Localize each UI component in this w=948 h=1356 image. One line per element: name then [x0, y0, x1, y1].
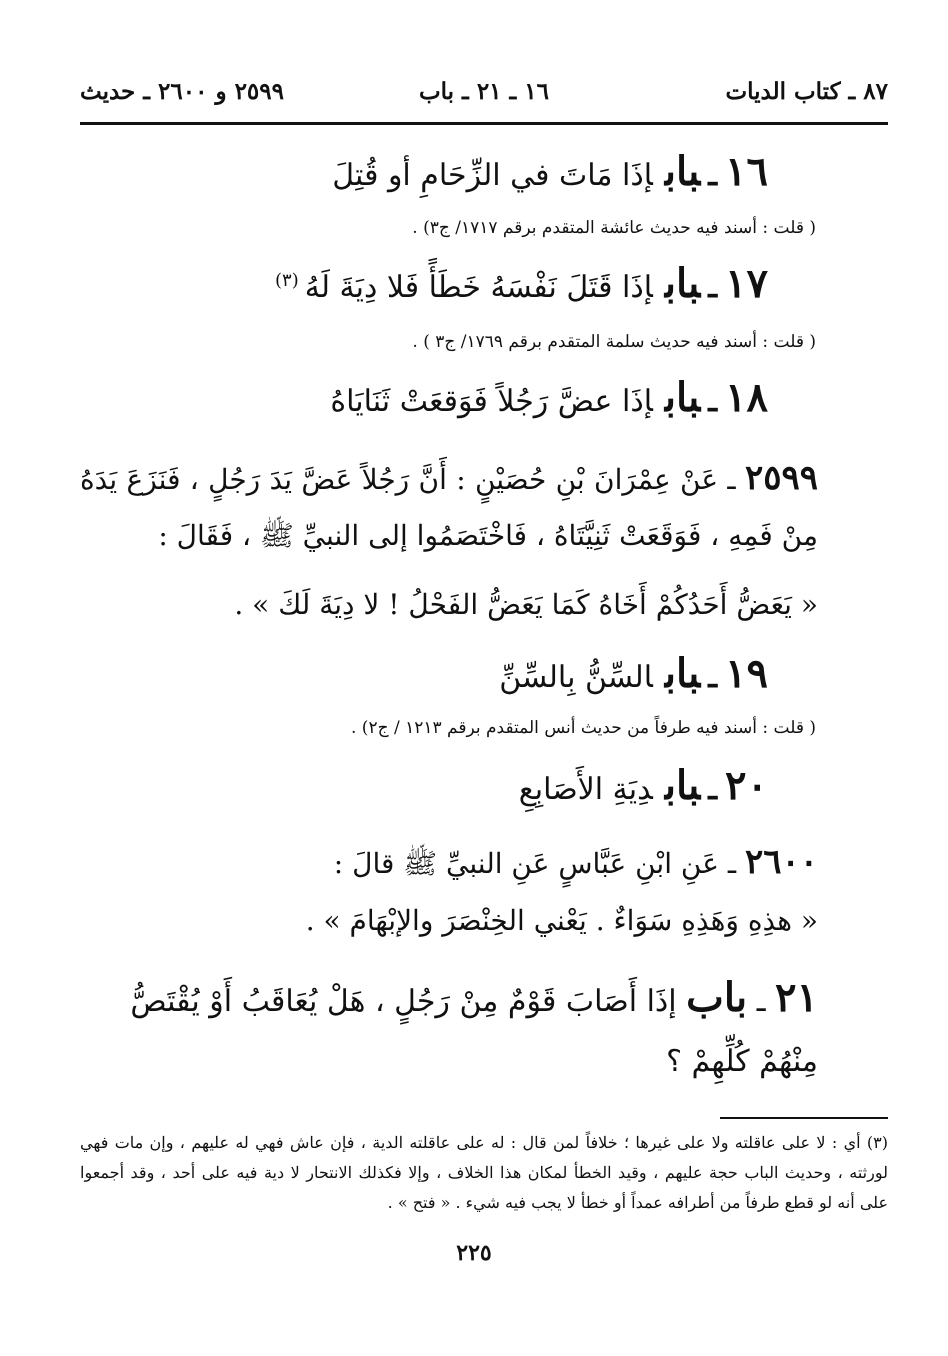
hadith-2600-quote: « هذِهِ وَهَذِهِ سَوَاءٌ . يَعْني الخِنْصَرَ والإبْهَامَ » . [305, 904, 818, 937]
chapter-bab-label: باب [664, 650, 701, 697]
chapter-number: ١٦ [725, 148, 768, 195]
header-hadith-range: ٢٥٩٩ و ٢٦٠٠ ـ حديث [80, 78, 284, 105]
chapter-bab-label: باب [664, 148, 701, 195]
chapter-title: إذَا قَتَلَ نَفْسَهُ خَطَأً فَلا دِيَةَ لَهُ [304, 270, 653, 305]
footnote-rule [720, 1117, 888, 1119]
chapter-bab-label: باب [664, 762, 701, 809]
chapter-number: ١٧ [725, 260, 768, 307]
chapter-18-heading [330, 374, 768, 421]
chapter-dash: ـ [708, 772, 718, 807]
header-book-title: ٨٧ ـ كتاب الديات [725, 78, 888, 105]
chapter-number: ٢١ [775, 974, 818, 1021]
chapter-19-heading [499, 650, 768, 697]
chapter-title: دِيَةِ الأَصَابِعِ [518, 772, 653, 807]
hadith-2599 [80, 450, 818, 564]
chapter-16-note: ( قلت : أسند فيه حديث عائشة المتقدم برقم ١٧١٧/ ج٣) . [412, 218, 816, 238]
hadith-text: ـ عَنْ عِمْرَانَ بْنِ حُصَيْنٍ : أَنَّ رَجُلاً عَضَّ يَدَ رَجُلٍ ، فَنَزَعَ يَدَهُ مِنْ فَمِهِ ، فَوَقَعَتْ ثَنِيَّتَاهُ ، فَاخْتَصَمُوا إلى النبيِّ ﷺ ، فَقَالَ : [80, 463, 818, 552]
chapter-bab-label: باب [686, 974, 748, 1021]
chapter-title: إذَا أَصَابَ قَوْمٌ مِنْ رَجُلٍ ، هَلْ يُعَاقَبُ أَوْ يُقْتَصُّ مِنْهُمْ كُلِّهِمْ ؟ [130, 984, 818, 1079]
hadith-number: ٢٦٠٠ [744, 842, 818, 882]
hadith-2600 [80, 834, 818, 892]
hadith-2599-quote: « يَعَضُّ أَحَدُكُمْ أَخَاهُ كَمَا يَعَضُّ الفَحْلُ ! لا دِيَةَ لَكَ » . [234, 588, 818, 621]
footnote-reference: (٣) [275, 270, 299, 291]
chapter-number: ١٩ [725, 650, 768, 697]
chapter-dash: ـ [708, 158, 718, 193]
chapter-20-heading [519, 762, 768, 809]
chapter-bab-label: باب [664, 374, 701, 421]
header-rule [80, 122, 888, 125]
chapter-number: ١٨ [725, 374, 768, 421]
chapter-title: إذَا عضَّ رَجُلاً فَوَقعَتْ ثَنَايَاهُ [330, 384, 653, 419]
hadith-text: ـ عَنِ ابْنِ عَبَّاسٍ عَنِ النبيِّ ﷺ قالَ : [333, 847, 737, 880]
footnote: (٣) أي : لا على عاقلته ولا على غيرها ؛ خلافاً لمن قال : له على عاقلته الدية ، فإن عاش فهي له عليهم ، وإن مات فهي لورثته ، وحديث الباب حجة عليهم ، وقيد الخطأ لمكان هذا الخلاف ، وإلا فكذلك الانتحار لا دية فيه على أحد ، وقد أجمعوا على أنه لو قطع طرفاً من أطرافه عمداً أو خطأ لا يجب فيه شيء . « فتح » . [80, 1133, 888, 1212]
chapter-21-heading [80, 968, 818, 1092]
chapter-16-heading [332, 148, 768, 195]
chapter-bab-label: باب [664, 260, 701, 307]
chapter-dash: ـ [708, 384, 718, 419]
chapter-19-note: ( قلت : أسند فيه طرفاً من حديث أنس المتقدم برقم ١٢١٣ / ج٢) . [351, 718, 816, 738]
chapter-dash: ـ [708, 270, 718, 305]
page-number: ٢٢٥ [456, 1240, 492, 1266]
chapter-17-heading [275, 260, 768, 307]
chapter-title: إذَا مَاتَ في الزِّحَامِ أو قُتِلَ [332, 158, 653, 193]
header-chapter-range: ١٦ ـ ٢١ ـ باب [418, 78, 550, 105]
hadith-number: ٢٥٩٩ [744, 458, 818, 498]
chapter-dash: ـ [708, 660, 718, 695]
chapter-dash: ـ [756, 984, 766, 1019]
chapter-title: السِّنُّ بِالسِّنِّ [499, 660, 653, 695]
chapter-17-note: ( قلت : أسند فيه حديث سلمة المتقدم برقم ١٧٦٩/ ج٣ ) . [412, 332, 816, 352]
running-header [80, 72, 888, 112]
chapter-number: ٢٠ [725, 762, 768, 809]
